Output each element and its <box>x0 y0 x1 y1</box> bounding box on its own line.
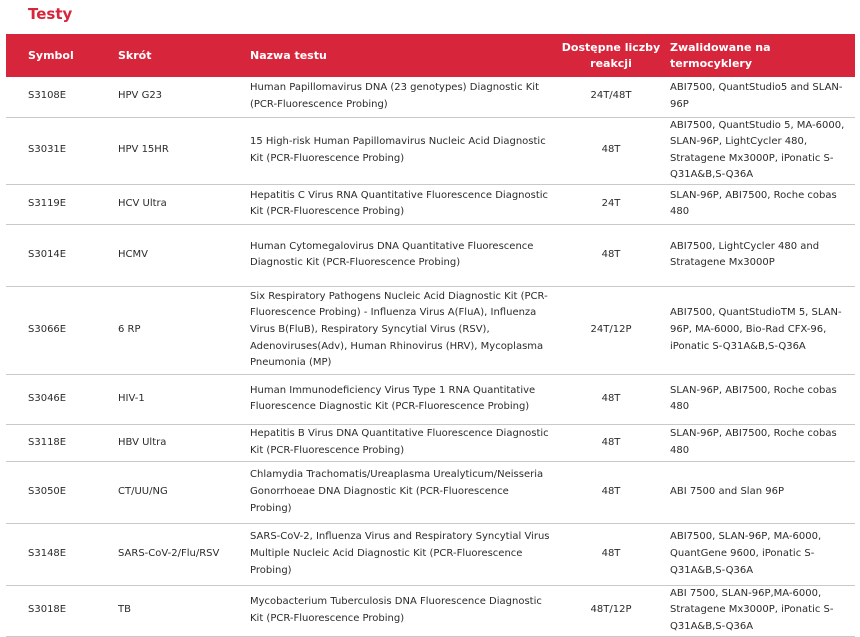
cell-avail: 48T <box>556 424 666 461</box>
cell-symbol: S3118E <box>6 424 114 461</box>
cell-symbol: S3119E <box>6 184 114 224</box>
cell-abbr: TB <box>114 585 246 636</box>
header-validated: Zwalidowane na termocyklery <box>670 40 771 70</box>
table-row <box>6 585 855 636</box>
cell-avail: 48T <box>556 374 666 424</box>
table-row <box>6 523 855 585</box>
cell-abbr: HPV G23 <box>114 77 246 117</box>
cell-name: Chlamydia Trachomatis/Ureaplasma Urealyticum/Neisseria Gonorrhoeae DNA Diagnostic Kit (PCR-Fluorescence Probing) <box>246 461 556 523</box>
cell-validated: ABI 7500, SLAN-96P,MA-6000, Stratagene Mx3000P, iPonatic S-Q31A&B,S-Q36A <box>666 585 855 636</box>
cell-validated: ABI7500, SLAN-96P, MA-6000, QuantGene 9600, iPonatic S-Q31A&B,S-Q36A <box>666 523 855 585</box>
header-symbol: Symbol <box>28 48 74 62</box>
cell-symbol: S3014E <box>6 224 114 286</box>
table-row <box>6 77 855 117</box>
cell-symbol: S3066E <box>6 286 114 374</box>
cell-validated: ABI7500, QuantStudio 5, MA-6000, SLAN-96P, LightCycler 480, Stratagene Mx3000P, iPonatic S-Q31A&B,S-Q36A <box>666 117 855 184</box>
header-row <box>6 34 855 77</box>
cell-validated: ABI7500, QuantStudioTM 5, SLAN-96P, MA-6000, Bio-Rad CFX-96, iPonatic S-Q31A&B,S-Q36A <box>666 286 855 374</box>
cell-name: Hepatitis B Virus DNA Quantitative Fluorescence Diagnostic Kit (PCR-Fluorescence Probing) <box>246 424 556 461</box>
cell-symbol: S3108E <box>6 77 114 117</box>
cell-abbr: HBV Ultra <box>114 424 246 461</box>
table-row <box>6 461 855 523</box>
cell-abbr: HCMV <box>114 224 246 286</box>
cell-validated: SLAN-96P, ABI7500, Roche cobas 480 <box>666 184 855 224</box>
cell-abbr: HPV 15HR <box>114 117 246 184</box>
cell-name: Six Respiratory Pathogens Nucleic Acid Diagnostic Kit (PCR-Fluorescence Probing) - Influenza Virus A(FluA), Influenza Virus B(FluB), Respiratory Syncytial Virus (RSV), Adenoviruses(Adv), Human Rhinovirus (HRV), Mycoplasma Pneumonia (MP) <box>246 286 556 374</box>
table-row <box>6 117 855 184</box>
cell-validated: ABI7500, LightCycler 480 and Stratagene Mx3000P <box>666 224 855 286</box>
cell-abbr: HCV Ultra <box>114 184 246 224</box>
cell-avail: 48T <box>556 461 666 523</box>
cell-validated: SLAN-96P, ABI7500, Roche cobas 480 <box>666 374 855 424</box>
cell-name: Human Papillomavirus DNA (23 genotypes) Diagnostic Kit (PCR-Fluorescence Probing) <box>246 77 556 117</box>
cell-name: 15 High-risk Human Papillomavirus Nucleic Acid Diagnostic Kit (PCR-Fluorescence Probing) <box>246 117 556 184</box>
cell-validated: ABI 7500 and Slan 96P <box>666 461 855 523</box>
cell-name: Human Cytomegalovirus DNA Quantitative Fluorescence Diagnostic Kit (PCR-Fluorescence Probing) <box>246 224 556 286</box>
header-avail: Dostępne liczby reakcji <box>561 40 661 70</box>
cell-name: Human Immunodeficiency Virus Type 1 RNA Quantitative Fluorescence Diagnostic Kit (PCR-Fluorescence Probing) <box>246 374 556 424</box>
page-title: Testy <box>28 5 73 23</box>
cell-symbol: S3050E <box>6 461 114 523</box>
cell-avail: 24T <box>556 184 666 224</box>
table-row <box>6 424 855 461</box>
cell-abbr: SARS-CoV-2/Flu/RSV <box>114 523 246 585</box>
cell-symbol: S3031E <box>6 117 114 184</box>
table-body <box>6 77 855 636</box>
table-header <box>6 34 855 77</box>
cell-avail: 48T <box>556 224 666 286</box>
cell-name: SARS-CoV-2, Influenza Virus and Respiratory Syncytial Virus Multiple Nucleic Acid Diagnostic Kit (PCR-Fluorescence Probing) <box>246 523 556 585</box>
cell-abbr: HIV-1 <box>114 374 246 424</box>
cell-symbol: S3018E <box>6 585 114 636</box>
tests-table <box>6 34 855 637</box>
table-row <box>6 374 855 424</box>
cell-abbr: 6 RP <box>114 286 246 374</box>
table-row <box>6 224 855 286</box>
cell-validated: SLAN-96P, ABI7500, Roche cobas 480 <box>666 424 855 461</box>
cell-avail: 24T/12P <box>556 286 666 374</box>
cell-symbol: S3046E <box>6 374 114 424</box>
table-row <box>6 184 855 224</box>
cell-symbol: S3148E <box>6 523 114 585</box>
cell-validated: ABI7500, QuantStudio5 and SLAN-96P <box>666 77 855 117</box>
cell-name: Hepatitis C Virus RNA Quantitative Fluorescence Diagnostic Kit (PCR-Fluorescence Probing) <box>246 184 556 224</box>
cell-abbr: CT/UU/NG <box>114 461 246 523</box>
cell-avail: 24T/48T <box>556 77 666 117</box>
header-abbr: Skrót <box>118 48 152 62</box>
header-name: Nazwa testu <box>250 48 327 62</box>
cell-name: Mycobacterium Tuberculosis DNA Fluorescence Diagnostic Kit (PCR-Fluorescence Probing) <box>246 585 556 636</box>
cell-avail: 48T/12P <box>556 585 666 636</box>
cell-avail: 48T <box>556 117 666 184</box>
cell-avail: 48T <box>556 523 666 585</box>
table-row <box>6 286 855 374</box>
